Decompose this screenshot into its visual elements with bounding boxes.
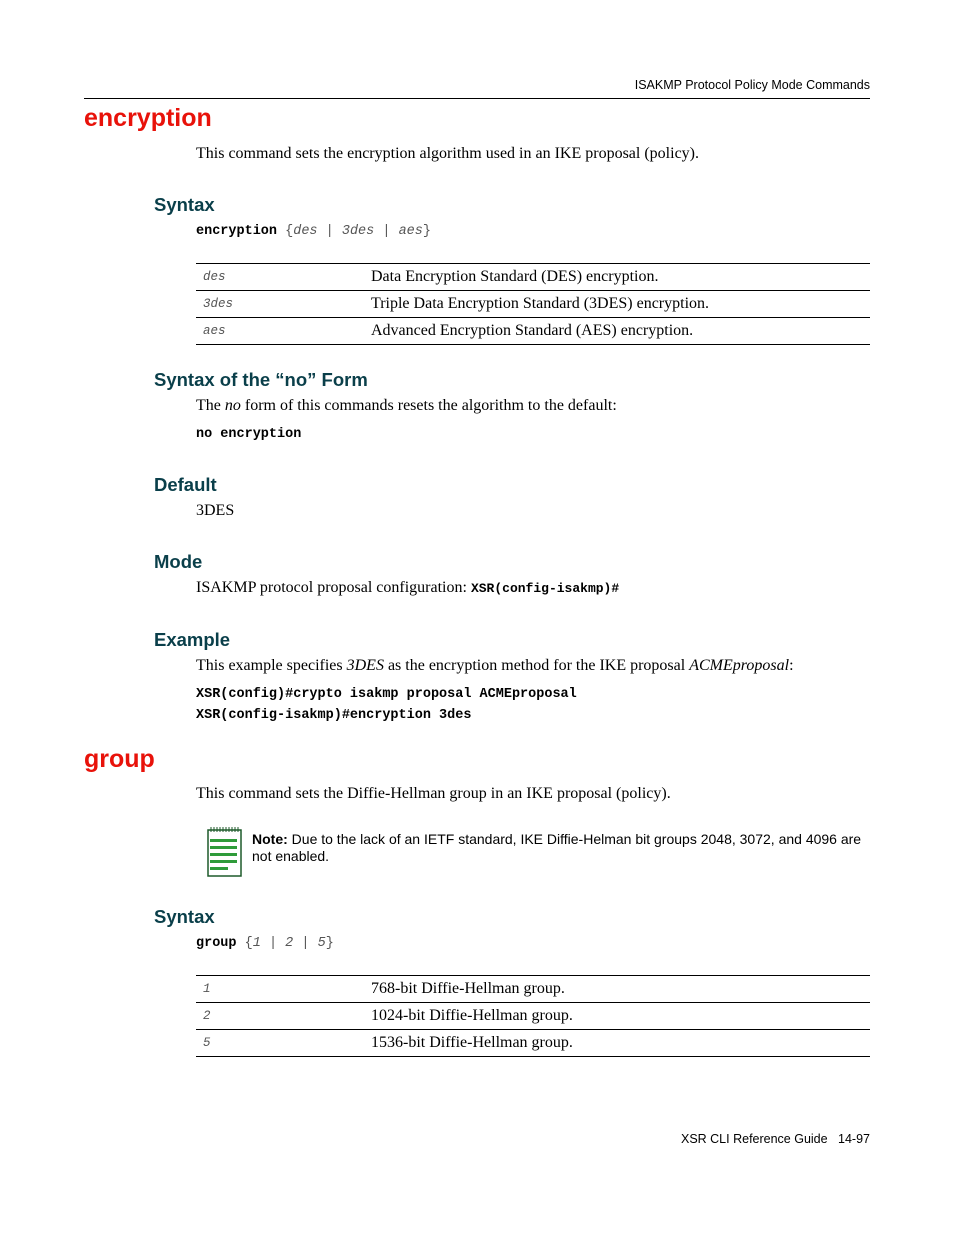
default-value: 3DES xyxy=(196,502,235,519)
encryption-syntax-heading: Syntax xyxy=(154,194,215,215)
group-arg: { xyxy=(244,936,253,951)
syntax-command: encryption xyxy=(196,224,278,239)
encryption-arg: { xyxy=(285,224,294,239)
encryption-arg: } xyxy=(422,224,431,239)
table-row xyxy=(196,976,870,1003)
no-form-post: form of this commands resets the algorithm to the default: xyxy=(240,397,617,414)
param-name: des xyxy=(196,264,371,291)
example-mid: as the encryption method for the IKE proposal xyxy=(383,657,690,674)
mode-description xyxy=(196,579,619,597)
note-text xyxy=(252,831,870,865)
param-description: 1536-bit Diffie-Hellman group. xyxy=(371,1030,870,1057)
no-form-keyword: no xyxy=(224,397,241,414)
group-syntax-line xyxy=(196,936,334,951)
syntax-args xyxy=(245,936,334,951)
example-post: : xyxy=(789,657,794,674)
example-code-line-2: XSR(config-isakmp)#encryption 3des xyxy=(196,708,472,723)
param-description: 768-bit Diffie-Hellman group. xyxy=(371,976,870,1003)
example-heading: Example xyxy=(154,629,231,650)
group-arg: | xyxy=(293,936,318,951)
encryption-arg: des xyxy=(293,224,318,239)
note-label: Note: xyxy=(252,831,288,847)
note-body: Due to the lack of an IETF standard, IKE Diffie-Helman bit groups 2048, 3072, and 4096 are not enabled. xyxy=(252,831,862,864)
group-arg: 5 xyxy=(317,936,326,951)
notepad-icon xyxy=(207,826,243,878)
group-arg: 2 xyxy=(285,936,294,951)
no-form-command: no encryption xyxy=(196,427,302,442)
example-description xyxy=(196,657,794,675)
param-name: aes xyxy=(196,318,371,345)
table-row xyxy=(196,318,870,345)
group-arg: } xyxy=(325,936,334,951)
no-form-heading: Syntax of the “no” Form xyxy=(154,369,368,390)
syntax-args xyxy=(285,224,431,239)
group-params-table xyxy=(196,975,870,1057)
default-heading: Default xyxy=(154,474,217,495)
group-syntax-heading: Syntax xyxy=(154,906,215,927)
param-name: 3des xyxy=(196,291,371,318)
syntax-command: group xyxy=(196,936,237,951)
encryption-syntax-line xyxy=(196,224,431,239)
footer xyxy=(681,1132,870,1146)
example-pre: This example specifies xyxy=(196,657,347,674)
table-row xyxy=(196,291,870,318)
param-name: 5 xyxy=(196,1030,371,1057)
section-title-encryption: encryption xyxy=(84,104,212,132)
group-arg: | xyxy=(260,936,286,951)
mode-prompt: XSR(config-isakmp)# xyxy=(470,581,620,596)
running-header: ISAKMP Protocol Policy Mode Commands xyxy=(634,78,870,92)
table-row xyxy=(196,1030,870,1057)
header-rule xyxy=(84,98,870,99)
param-description: Data Encryption Standard (DES) encryption. xyxy=(371,264,870,291)
encryption-arg: 3des xyxy=(341,224,375,239)
param-name: 2 xyxy=(196,1003,371,1030)
no-form-description xyxy=(196,397,617,415)
section-title-group: group xyxy=(84,745,155,773)
group-arg: 1 xyxy=(252,936,261,951)
example-em-3des: 3DES xyxy=(346,657,384,674)
param-description: 1024-bit Diffie-Hellman group. xyxy=(371,1003,870,1030)
no-form-pre: The xyxy=(196,397,225,414)
param-description: Advanced Encryption Standard (AES) encryption. xyxy=(371,318,870,345)
param-name: 1 xyxy=(196,976,371,1003)
footer-page-number: 14-97 xyxy=(838,1132,870,1146)
table-row xyxy=(196,264,870,291)
footer-guide-title: XSR CLI Reference Guide xyxy=(680,1132,828,1146)
mode-text: ISAKMP protocol proposal configuration: xyxy=(196,579,471,596)
group-description: This command sets the Diffie-Hellman group in an IKE proposal (policy). xyxy=(196,785,671,802)
table-row xyxy=(196,1003,870,1030)
example-em-proposal: ACMEproposal xyxy=(689,657,790,674)
param-description: Triple Data Encryption Standard (3DES) encryption. xyxy=(371,291,870,318)
encryption-arg: | xyxy=(317,224,342,239)
encryption-arg: aes xyxy=(398,224,423,239)
encryption-params-table xyxy=(196,263,870,345)
encryption-description: This command sets the encryption algorithm used in an IKE proposal (policy). xyxy=(196,145,699,162)
encryption-arg: | xyxy=(374,224,399,239)
example-code-line-1: XSR(config)#crypto isakmp proposal ACMEproposal xyxy=(196,687,577,702)
mode-heading: Mode xyxy=(154,551,203,572)
